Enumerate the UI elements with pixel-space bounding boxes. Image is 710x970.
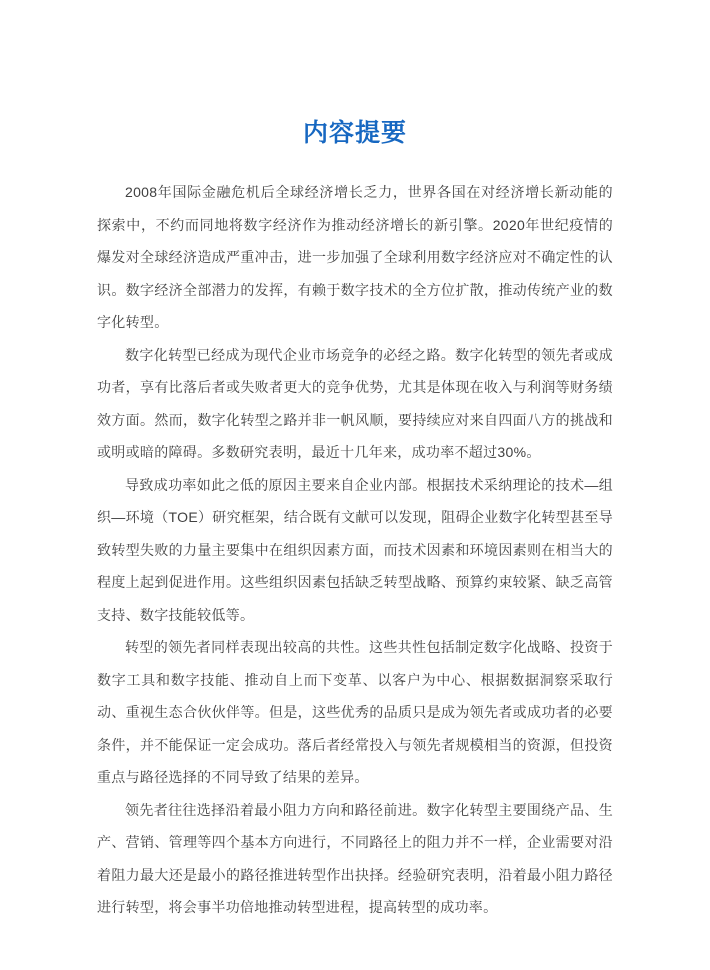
abstract-paragraph-1: 2008年国际金融危机后全球经济增长乏力，世界各国在对经济增长新动能的探索中，不约而同地将数字经济作为推动经济增长的新引擎。2020年世纪疫情的爆发对全球经济造成严重冲击，进一步加强了全球利用数字经济应对不确定性的认识。数字经济全部潜力的发挥，有赖于数字技术的全方位扩散，推动传统产业的数字化转型。: [97, 184, 613, 330]
abstract-body: [97, 176, 613, 924]
abstract-paragraph-2: 数字化转型已经成为现代企业市场竞争的必经之路。数字化转型的领先者或成功者，享有比落后者或失败者更大的竞争优势，尤其是体现在收入与利润等财务绩效方面。然而，数字化转型之路并非一帆风顺，要持续应对来自四面八方的挑战和或明或暗的障碍。多数研究表明，最近十几年来，成功率不超过30%。: [97, 346, 613, 460]
abstract-paragraph-3: 导致成功率如此之低的原因主要来自企业内部。根据技术采纳理论的技术—组织—环境（TOE）研究框架，结合既有文献可以发现，阻碍企业数字化转型甚至导致转型失败的力量主要集中在组织因素方面，而技术因素和环境因素则在相当大的程度上起到促进作用。这些组织因素包括缺乏转型战略、预算约束较紧、缺乏高管支持、数字技能较低等。: [97, 476, 613, 623]
page-title: 内容提要: [302, 119, 407, 147]
abstract-paragraph-4: 转型的领先者同样表现出较高的共性。这些共性包括制定数字化战略、投资于数字工具和数字技能、推动自上而下变革、以客户为中心、根据数据洞察采取行动、重视生态合伙伙伴等。但是，这些优秀的品质只是成为领先者或成功者的必要条件，并不能保证一定会成功。落后者经常投入与领先者规模相当的资源，但投资重点与路径选择的不同导致了结果的差异。: [97, 639, 613, 785]
abstract-paragraph-5: 领先者往往选择沿着最小阻力方向和路径前进。数字化转型主要围绕产品、生产、营销、管理等四个基本方向进行，不同路径上的阻力并不一样，企业需要对沿着阻力最大还是最小的路径推进转型作出抉择。经验研究表明，沿着最小阻力路径进行转型，将会事半功倍地推动转型进程，提高转型的成功率。: [97, 801, 613, 915]
